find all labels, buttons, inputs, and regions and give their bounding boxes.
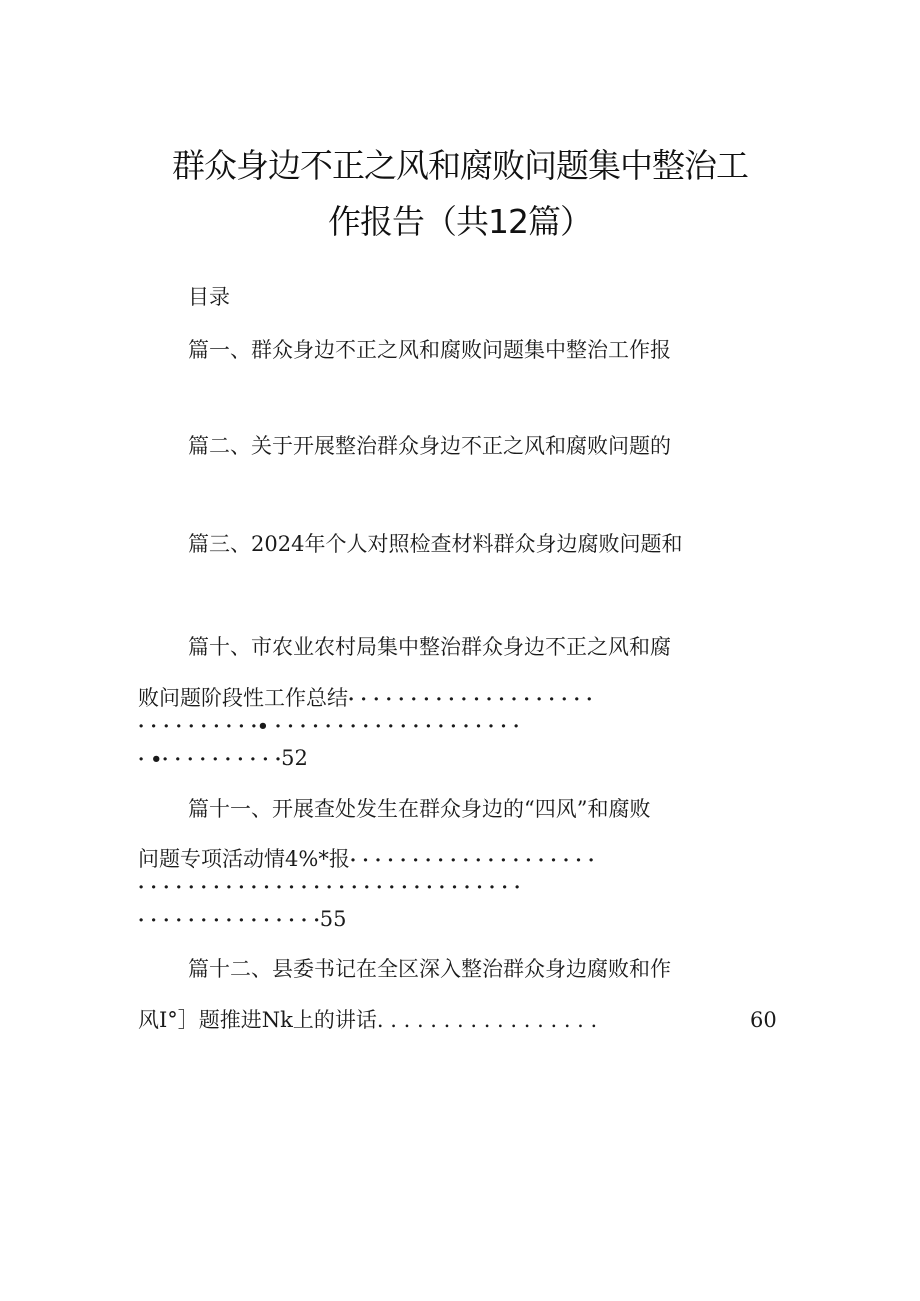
toc-entry-10-line1[interactable]: 篇十、市农业农村局集中整治群众身边不正之风和腐 <box>188 635 671 659</box>
toc-entry-10-page: 52 <box>281 746 308 770</box>
toc-leader-dots: · · · · · · · · · ·• · · · · · · · · · · · · · · · · · · · · <box>138 716 520 737</box>
toc-entry-11-text: 问题专项活动情4%*报 <box>138 847 350 871</box>
toc-leader-dots: · •· · · · · · · · · · <box>138 749 282 770</box>
toc-entry-12-text: 风I°］题推进Nk上的讲话 <box>138 1008 377 1032</box>
toc-leader-dots: · · · · · · · · · · · · · · · · · · · · <box>349 850 595 871</box>
document-title-line2: 作报告（共12篇） <box>328 202 592 241</box>
toc-leader-dots: . . . . . . . . . . . . . . . . . <box>376 1008 598 1032</box>
toc-entry-11-line1[interactable]: 篇十一、开展查处发生在群众身边的“四风”和腐败 <box>188 797 651 821</box>
toc-entry-1[interactable]: 篇一、群众身边不正之风和腐败问题集中整治工作报 <box>188 338 671 362</box>
toc-heading: 目录 <box>188 285 230 309</box>
toc-entry-2[interactable]: 篇二、关于开展整治群众身边不正之风和腐败问题的 <box>188 434 671 458</box>
toc-entry-10-line2[interactable] <box>138 688 592 709</box>
toc-entry-11-page: 55 <box>319 907 347 931</box>
toc-entry-10-text: 败问题阶段性工作总结 <box>138 686 348 710</box>
toc-entry-12-page: 60 <box>750 1008 777 1032</box>
toc-entry-10-line4 <box>138 748 308 769</box>
toc-leader-dots: · · · · · · · · · · · · · · · · · · · · <box>348 689 593 710</box>
toc-entry-3[interactable]: 篇三、2024年个人对照检查材料群众身边腐败问题和 <box>188 532 683 556</box>
toc-leader-dots: · · · · · · · · · · · · · · · <box>138 910 320 931</box>
toc-leader-dots: · · · · · · · · · · · · · · · · · · · · · · · · · · · · · · · <box>138 877 521 898</box>
toc-entry-12-line2[interactable] <box>138 1010 597 1031</box>
toc-entry-11-line4 <box>138 909 346 930</box>
toc-entry-12-line1[interactable]: 篇十二、县委书记在全区深入整治群众身边腐败和作 <box>188 957 671 981</box>
document-title-line1: 群众身边不正之风和腐败问题集中整治工 <box>172 146 748 185</box>
toc-entry-11-line2[interactable] <box>138 849 594 870</box>
